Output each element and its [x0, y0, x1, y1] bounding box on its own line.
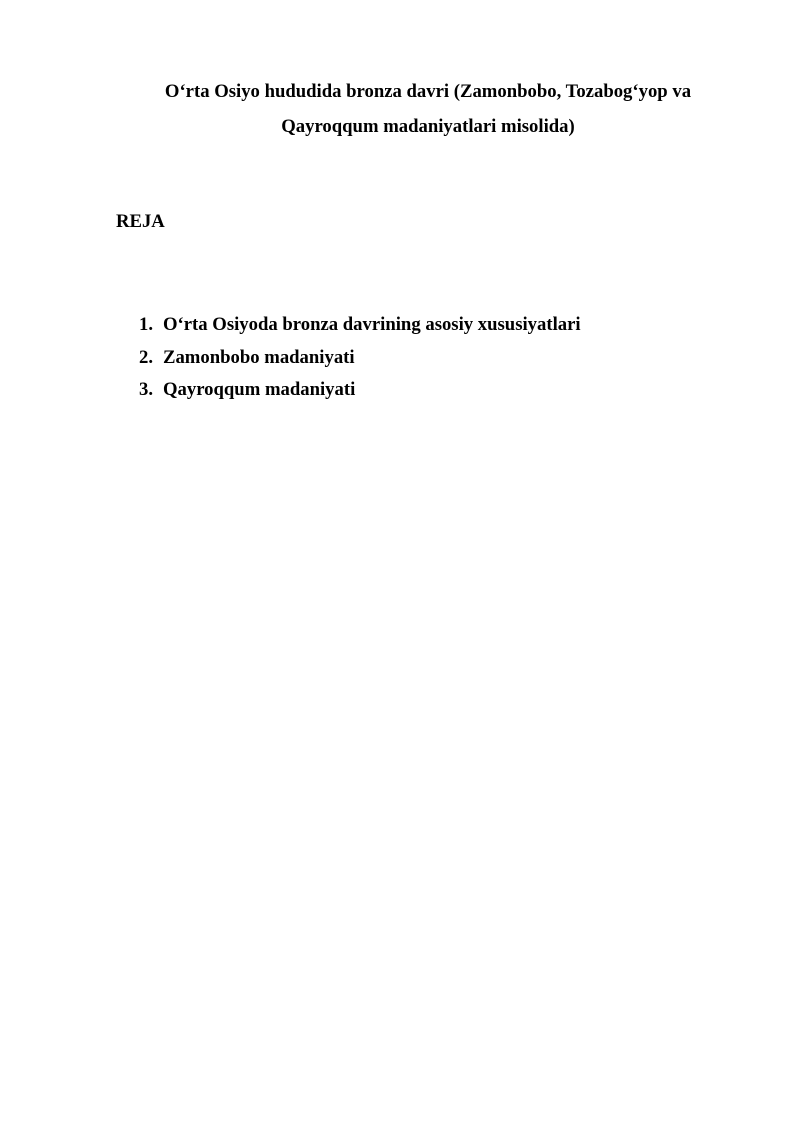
plan-list: [139, 313, 581, 411]
list-number: 1.: [139, 314, 154, 335]
title-line-1: O‘rta Osiyo hududida bronza davri (Zamonbobo, Tozabog‘yop va: [164, 81, 692, 102]
title-line-2: Qayroqqum madaniyatlari misolida): [281, 116, 575, 137]
list-number: 2.: [139, 346, 154, 368]
list-item: [139, 313, 581, 346]
list-number: 3.: [139, 379, 154, 400]
list-item-text: Qayroqqum madaniyati: [163, 379, 356, 400]
list-item: [139, 346, 581, 379]
document-title: [116, 74, 740, 144]
plan-heading: REJA: [116, 211, 165, 232]
list-item-text: Zamonbobo madaniyati: [163, 346, 355, 368]
list-item-text: O‘rta Osiyoda bronza davrining asosiy xususiyatlari: [163, 314, 581, 335]
list-item: [139, 378, 581, 411]
